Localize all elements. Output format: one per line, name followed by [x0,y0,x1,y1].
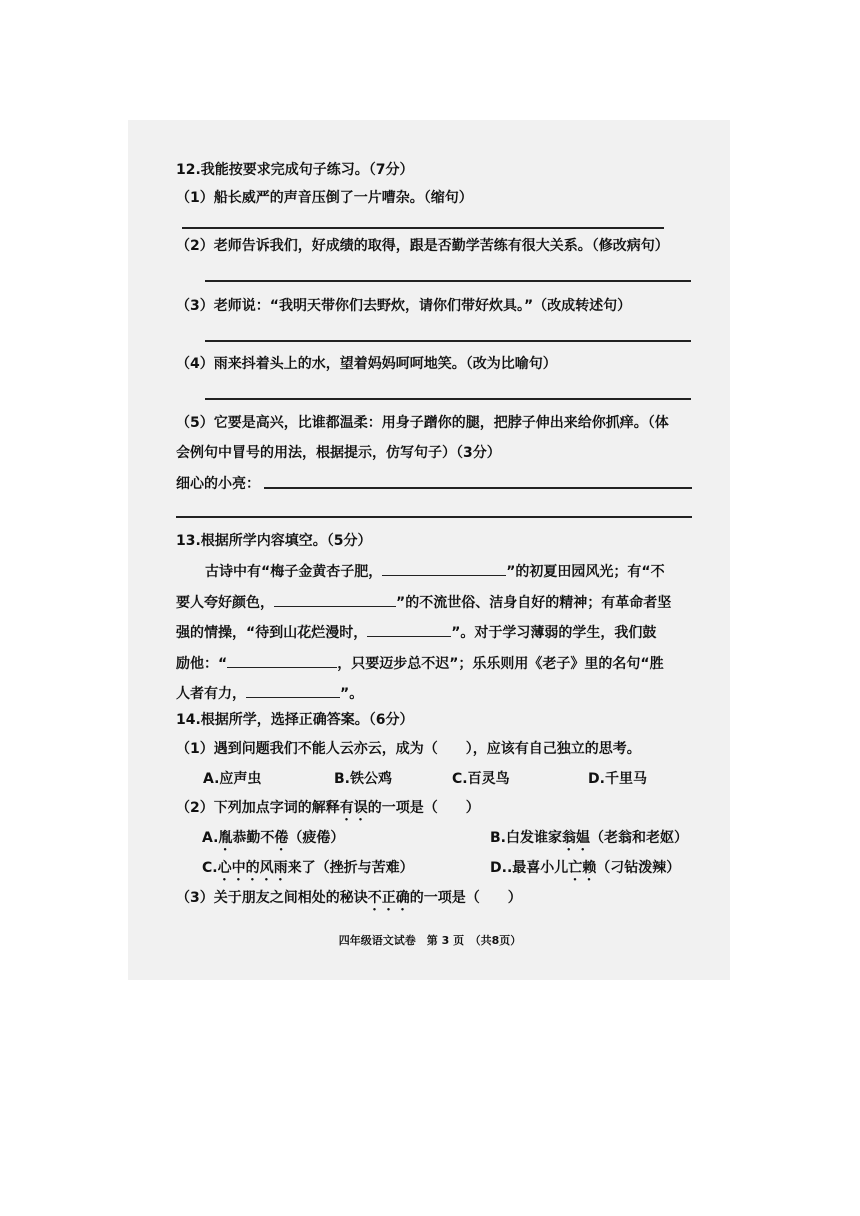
q14-s2-option-b[interactable]: B.白发谁家翁媪（老翁和老妪） [490,830,688,846]
q14-s2-option-d[interactable]: D..最喜小儿亡赖（刁钻泼辣） [490,860,681,876]
q12-s5-line2: 会例句中冒号的用法，根据提示，仿写句子）（3分） [176,445,501,461]
answer-line[interactable] [205,340,691,342]
answer-line[interactable] [205,398,691,400]
q12-s2: （2）老师告诉我们，好成绩的取得，跟是否勤学苦练有很大关系。（修改病句） [176,238,669,254]
q14-s1-option-a[interactable]: A.应声虫 [203,771,262,787]
q14-s2-option-a[interactable]: A.胤恭勤不倦（疲倦） [202,830,345,846]
q12-s4: （4）雨来抖着头上的水，望着妈妈呵呵地笑。（改为比喻句） [176,356,557,372]
answer-line[interactable] [182,227,664,229]
fill-blank[interactable] [367,622,451,637]
fill-blank[interactable] [274,592,396,607]
q14-s1-option-b[interactable]: B.铁公鸡 [334,771,392,787]
fill-blank[interactable] [382,561,506,576]
q12-s1: （1）船长威严的声音压倒了一片嘈杂。（缩句） [176,190,473,206]
q13-title: 13.根据所学内容填空。（5分） [176,533,372,549]
q14-s2-option-c[interactable]: C.心中的风雨来了（挫折与苦难） [202,860,414,876]
q12-s5-prompt: 细心的小亮： [176,476,260,492]
q14-s1: （1）遇到问题我们不能人云亦云，成为（ ），应该有自己独立的思考。 [176,741,641,757]
answer-line[interactable] [264,487,692,489]
fill-blank[interactable] [227,653,337,668]
q13-line-3: 强的情操，“待到山花烂漫时， ”。对于学习薄弱的学生，我们鼓 [176,622,656,643]
answer-line[interactable] [176,516,692,518]
q13-line-4: 励他：“ ，只要迈步总不迟”；乐乐则用《老子》里的名句“胜 [176,653,664,674]
page-footer: 四年级语文试卷 第 3 页 （共8页） [338,934,522,947]
q12-title: 12.我能按要求完成句子练习。（7分） [176,162,414,178]
q14-title: 14.根据所学，选择正确答案。（6分） [176,712,414,728]
q12-s3: （3）老师说：“我明天带你们去野炊，请你们带好炊具。”（改成转述句） [176,298,632,314]
q12-s5-line1: （5）它要是高兴，比谁都温柔：用身子蹭你的腿，把脖子伸出来给你抓痒。（体 [176,415,669,431]
q14-s1-option-c[interactable]: C.百灵鸟 [452,771,510,787]
q14-s3: （3）关于朋友之间相处的秘诀不正确的一项是（ ） [176,890,522,906]
q13-line-2: 要人夸好颜色， ”的不流世俗、洁身自好的精神；有革命者坚 [176,592,671,613]
q14-s1-option-d[interactable]: D.千里马 [588,771,647,787]
q14-s2: （2）下列加点字词的解释有误的一项是（ ） [176,800,480,816]
fill-blank[interactable] [246,683,340,698]
q13-line-1: 古诗中有“梅子金黄杏子肥， ”的初夏田园风光；有“不 [205,561,665,582]
answer-line[interactable] [205,280,691,282]
q13-line-5: 人者有力， ”。 [176,683,363,704]
